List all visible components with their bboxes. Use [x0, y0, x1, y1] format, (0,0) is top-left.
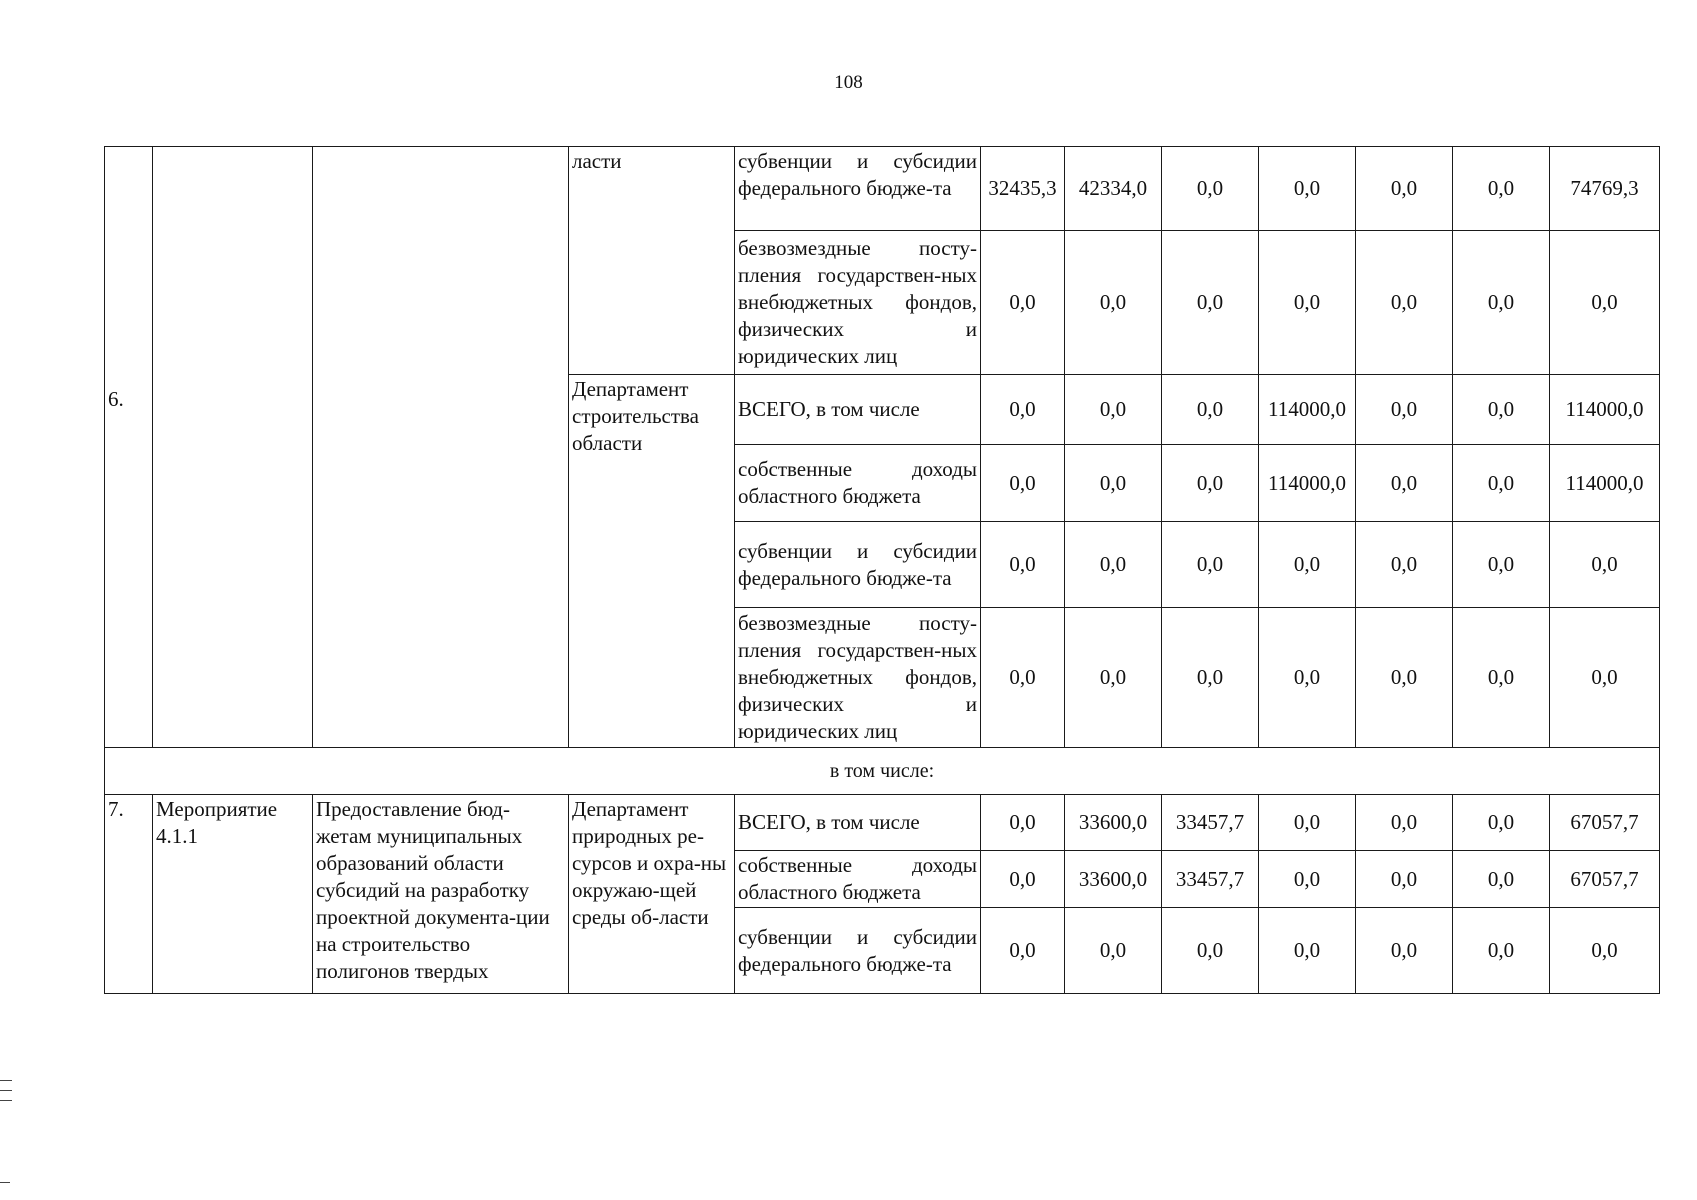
value-cell: 33600,0: [1065, 795, 1162, 851]
value-cell: 0,0: [1259, 908, 1356, 994]
department-cell-continued: [569, 147, 735, 375]
value-cell: 0,0: [981, 608, 1065, 748]
value-cell: 0,0: [1259, 795, 1356, 851]
total-cell: 0,0: [1550, 522, 1660, 608]
value-cell: 0,0: [1356, 445, 1453, 522]
value-cell: 0,0: [1065, 231, 1162, 375]
value-cell: 114000,0: [1259, 375, 1356, 445]
value-cell: 0,0: [1065, 375, 1162, 445]
value-cell: 0,0: [981, 375, 1065, 445]
value-cell: 0,0: [1453, 147, 1550, 231]
value-cell: 0,0: [1065, 608, 1162, 748]
value-cell: 0,0: [1065, 522, 1162, 608]
funding-source-cell: собственные доходы областного бюджета: [735, 445, 981, 522]
row-number: 6.: [108, 387, 124, 411]
value-cell: 0,0: [1453, 608, 1550, 748]
value-cell: 33600,0: [1065, 851, 1162, 908]
row-number-cell: [105, 147, 153, 748]
value-cell: 33457,7: [1162, 795, 1259, 851]
value-cell: 0,0: [1162, 375, 1259, 445]
scan-margin-mark: [0, 1182, 10, 1183]
value-cell: 0,0: [1453, 522, 1550, 608]
value-cell: 0,0: [981, 522, 1065, 608]
funding-source-cell: субвенции и субсидии федерального бюдже-та: [735, 522, 981, 608]
value-cell: 0,0: [981, 908, 1065, 994]
value-cell: 0,0: [1259, 147, 1356, 231]
table-row: [105, 147, 1660, 231]
funding-source-cell: безвозмездные посту-пления государствен-ных внебюджетных фондов, физических и юридических лиц: [735, 608, 981, 748]
value-cell: 0,0: [1259, 851, 1356, 908]
total-cell: 0,0: [1550, 908, 1660, 994]
value-cell: 0,0: [1065, 908, 1162, 994]
measure-cell-empty: [153, 147, 313, 748]
value-cell: 0,0: [1453, 445, 1550, 522]
total-cell: 67057,7: [1550, 795, 1660, 851]
value-cell: 0,0: [1259, 231, 1356, 375]
value-cell: 0,0: [1356, 522, 1453, 608]
value-cell: 0,0: [1356, 231, 1453, 375]
value-cell: 0,0: [1356, 608, 1453, 748]
value-cell: 0,0: [1162, 445, 1259, 522]
value-cell: 0,0: [1356, 795, 1453, 851]
total-cell: 114000,0: [1550, 445, 1660, 522]
value-cell: 0,0: [1162, 908, 1259, 994]
table-row: [105, 795, 1660, 851]
total-cell: 0,0: [1550, 608, 1660, 748]
value-cell: 0,0: [1356, 908, 1453, 994]
value-cell: 0,0: [1356, 851, 1453, 908]
page-number: 108: [834, 72, 863, 93]
section-row: [105, 748, 1660, 795]
value-cell: 0,0: [1356, 147, 1453, 231]
value-cell: 0,0: [981, 445, 1065, 522]
value-cell: 0,0: [1453, 795, 1550, 851]
value-cell: 0,0: [1259, 522, 1356, 608]
value-cell: 0,0: [981, 795, 1065, 851]
value-cell: 0,0: [1356, 375, 1453, 445]
funding-source-cell: субвенции и субсидии федерального бюдже-та: [735, 908, 981, 994]
value-cell: 114000,0: [1259, 445, 1356, 522]
funding-source-cell: ВСЕГО, в том числе: [735, 795, 981, 851]
scan-margin-mark: [0, 1100, 12, 1101]
total-cell: 114000,0: [1550, 375, 1660, 445]
value-cell: 32435,3: [981, 147, 1065, 231]
row-number: 7.: [105, 795, 153, 994]
value-cell: 0,0: [1453, 375, 1550, 445]
section-label: в том числе:: [105, 748, 1660, 795]
value-cell: 0,0: [1162, 231, 1259, 375]
value-cell: 0,0: [1065, 445, 1162, 522]
measure-description: Предоставление бюд-жетам муниципальных образований области субсидий на разработку проектной документа-ции на строительство полигонов твердых: [313, 795, 569, 994]
value-cell: 0,0: [1453, 908, 1550, 994]
total-cell: 74769,3: [1550, 147, 1660, 231]
value-cell: 0,0: [1453, 231, 1550, 375]
department-cell: Департамент строительства области: [569, 375, 735, 748]
total-cell: 67057,7: [1550, 851, 1660, 908]
value-cell: 0,0: [981, 231, 1065, 375]
funding-source-cell: безвозмездные посту-пления государствен-ных внебюджетных фондов, физических и юридических лиц: [735, 231, 981, 375]
department-cell: Департамент природных ре-сурсов и охра-ны окружаю-щей среды об-ласти: [569, 795, 735, 994]
funding-table: [104, 146, 1660, 994]
value-cell: 0,0: [1259, 608, 1356, 748]
value-cell: 0,0: [1162, 147, 1259, 231]
department-label: ласти: [572, 149, 622, 173]
measure-name: Мероприятие 4.1.1: [153, 795, 313, 994]
funding-source-cell: ВСЕГО, в том числе: [735, 375, 981, 445]
value-cell: 0,0: [1453, 851, 1550, 908]
scan-margin-mark: [0, 1080, 12, 1081]
funding-source-cell: собственные доходы областного бюджета: [735, 851, 981, 908]
scan-margin-mark: [0, 1090, 12, 1091]
total-cell: 0,0: [1550, 231, 1660, 375]
value-cell: 0,0: [1162, 522, 1259, 608]
value-cell: 42334,0: [1065, 147, 1162, 231]
description-cell-empty: [313, 147, 569, 748]
value-cell: 0,0: [1162, 608, 1259, 748]
value-cell: 0,0: [981, 851, 1065, 908]
value-cell: 33457,7: [1162, 851, 1259, 908]
funding-source-cell: субвенции и субсидии федерального бюдже-та: [735, 147, 981, 231]
